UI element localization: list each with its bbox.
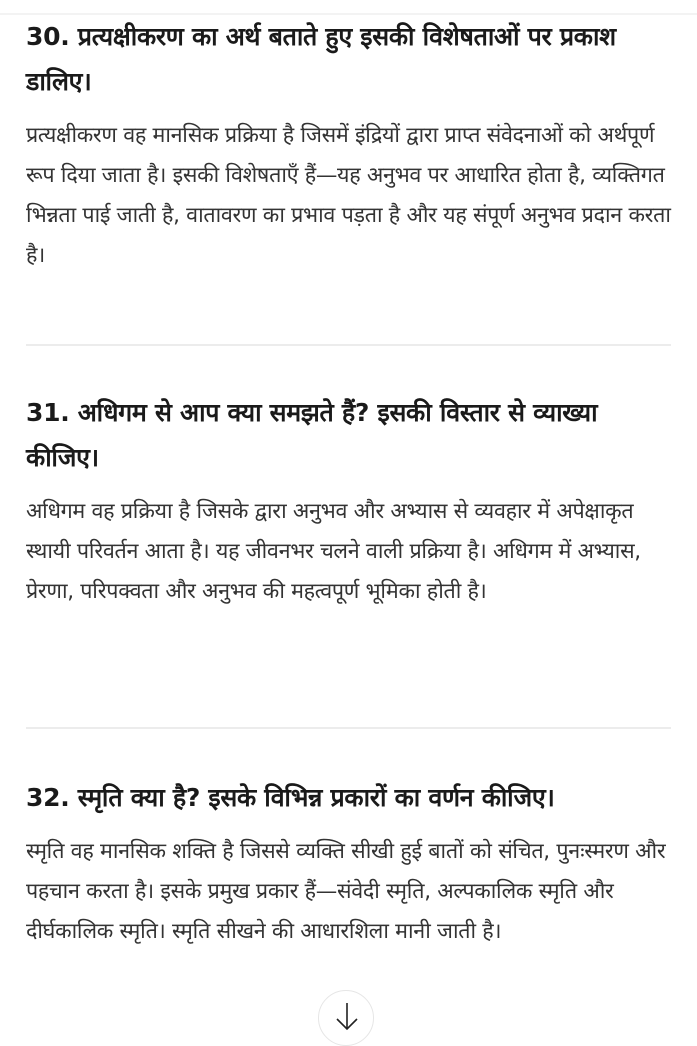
- section-divider: [26, 344, 671, 346]
- question-heading: 32. स्मृति क्या है? इसके विभिन्न प्रकारों का वर्णन कीजिए।: [26, 783, 555, 812]
- qa-item-30: [26, 14, 671, 276]
- scroll-down-button[interactable]: [318, 990, 374, 1046]
- question-heading: 31. अधिगम से आप क्या समझते हैं? इसकी विस्तार से व्याख्या कीजिए।: [26, 398, 598, 472]
- arrow-down-icon: [335, 1001, 359, 1031]
- question-heading: 30. प्रत्यक्षीकरण का अर्थ बताते हुए इसकी विशेषताओं पर प्रकाश डालिए।: [26, 22, 616, 96]
- answer-text: स्मृति वह मानसिक शक्ति है जिससे व्यक्ति सीखी हुई बातों को संचित, पुनःस्मरण और पहचान करता है। इसके प्रमुख प्रकार हैं—संवेदी स्मृति, अल्पकालिक स्मृति और दीर्घकालिक स्मृति। स्मृति सीखने की आधारशिला मानी जाती है।: [26, 839, 666, 944]
- answer-text: अधिगम वह प्रक्रिया है जिसके द्वारा अनुभव और अभ्यास से व्यवहार में अपेक्षाकृत स्थायी परिवर्तन आता है। यह जीवनभर चलने वाली प्रक्रिया है। अधिगम में अभ्यास, प्रेरणा, परिपक्वता और अनुभव की महत्वपूर्ण भूमिका होती है।: [26, 499, 641, 604]
- qa-item-32: [26, 775, 671, 952]
- qa-item-31: [26, 390, 671, 612]
- section-divider: [26, 727, 671, 729]
- answer-text: प्रत्यक्षीकरण वह मानसिक प्रक्रिया है जिसमें इंद्रियों द्वारा प्राप्त संवेदनाओं को अर्थपूर्ण रूप दिया जाता है। इसकी विशेषताएँ हैं—यह अनुभव पर आधारित होता है, व्यक्तिगत भिन्नता पाई जाती है, वातावरण का प्रभाव पड़ता है और यह संपूर्ण अनुभव प्रदान करता है।: [26, 123, 671, 268]
